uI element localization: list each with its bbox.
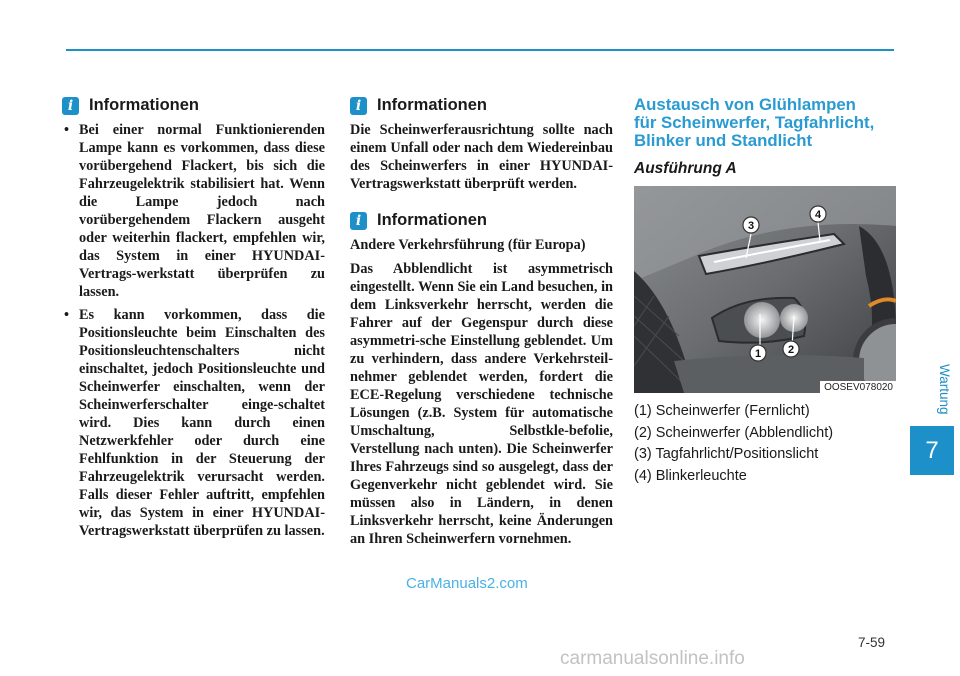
callout-1: 1	[754, 348, 762, 360]
page-number: 7-59	[858, 635, 886, 650]
info-icon: i	[350, 212, 367, 230]
info-text: Die Scheinwerferausrichtung sollte nach einem Unfall oder nach dem Wiedereinbau des Scheinwerfers in einer HYUNDAI-Vertragswerkstatt überprüft werden.	[350, 122, 613, 192]
info-header	[350, 211, 613, 230]
side-section-label: Wartung	[937, 364, 952, 415]
legend-item: (4) Blinkerleuchte	[634, 467, 747, 484]
legend-item: (1) Scheinwerfer (Fernlicht)	[634, 403, 810, 419]
watermark: CarManuals2.com	[406, 575, 528, 592]
variant-label: Ausführung A	[634, 160, 737, 177]
section-title-line: Austausch von Glühlampen	[634, 95, 856, 114]
legend-list	[634, 401, 896, 487]
headlamp-illustration	[634, 186, 896, 393]
info-header	[62, 96, 325, 115]
footer-watermark: carmanualsonline.info	[560, 648, 745, 669]
headlamp-photo	[634, 186, 896, 393]
top-rule	[66, 49, 894, 51]
column-left	[62, 96, 325, 545]
figure-code: OOSEV078020	[820, 381, 896, 393]
section-title-line: Blinker und Standlicht	[634, 131, 813, 150]
info-bullet: • Es kann vorkommen, dass die Positionsleuchte beim Einschalten des Positionsleuchtenschalters nicht einschaltet, jedoch Positionsleuchte und Scheinwerfer einschalten, wenn der Scheinwerferschalter einge-schaltet wird. Dies kann durch einen Netzwerkfehler oder durch eine Fehlfunktion in der Steuerung der Fahrzeugelektrik verursacht werden. Falls dieser Fehler auftritt, empfehlen wir, das System in einer HYUNDAI-Vertragswerkstatt überprüfen zu lassen.	[62, 306, 325, 540]
info-header	[350, 96, 613, 115]
info-title: Informationen	[377, 96, 487, 114]
info-subheading: Andere Verkehrsführung (für Europa)	[350, 237, 586, 253]
info-title: Informationen	[89, 96, 199, 114]
section-title	[634, 96, 896, 150]
chapter-tab: 7	[910, 426, 954, 475]
info-title: Informationen	[377, 211, 487, 229]
section-title-line: für Scheinwerfer, Tagfahrlicht,	[634, 113, 875, 132]
legend-item: (3) Tagfahrlicht/Positionslicht	[634, 446, 819, 462]
info-icon: i	[350, 97, 367, 115]
column-right	[634, 96, 896, 487]
info-text: Das Abblendlicht ist asymmetrisch eingestellt. Wenn Sie ein Land besuchen, in dem Linksverkehr herrscht, werden die Fahrer auf der Gegenspur durch diese asymmetri-sche Einstellung geblendet. Um zu verhindern, dass andere Verkehrsteil-nehmer geblendet werden, fordert die ECE-Regelung verschiedene technische Lösungen (z.B. System für automatische Umschaltung, Selbstkle-befolie, Verstellung nach unten). Die Scheinwerfer Ihres Fahrzeugs sind so ausgelegt, dass der Gegenverkehr nicht geblendet wird. Sie müssen also in Ländern, in denen Linksverkehr herrscht, keine Änderungen an Ihren Scheinwerfern vornehmen.	[350, 261, 613, 547]
info-bullet-list	[62, 121, 325, 540]
callout-2: 2	[787, 344, 795, 356]
callout-3: 3	[747, 220, 755, 232]
info-icon: i	[62, 97, 79, 115]
column-middle	[350, 96, 613, 554]
callout-4: 4	[814, 209, 822, 221]
info-bullet: • Bei einer normal Funktionierenden Lampe kann es vorkommen, dass diese vorübergehend Flackert, bis sich die Fahrzeugelektrik stabilisiert hat. Wenn die Lampe jedoch nach vorübergehendem Flackern ausgeht oder weiterhin flackert, empfehlen wir, das System in einer HYUNDAI-Vertrags-werkstatt überprüfen zu lassen.	[62, 121, 325, 301]
legend-item: (2) Scheinwerfer (Abblendlicht)	[634, 424, 834, 441]
